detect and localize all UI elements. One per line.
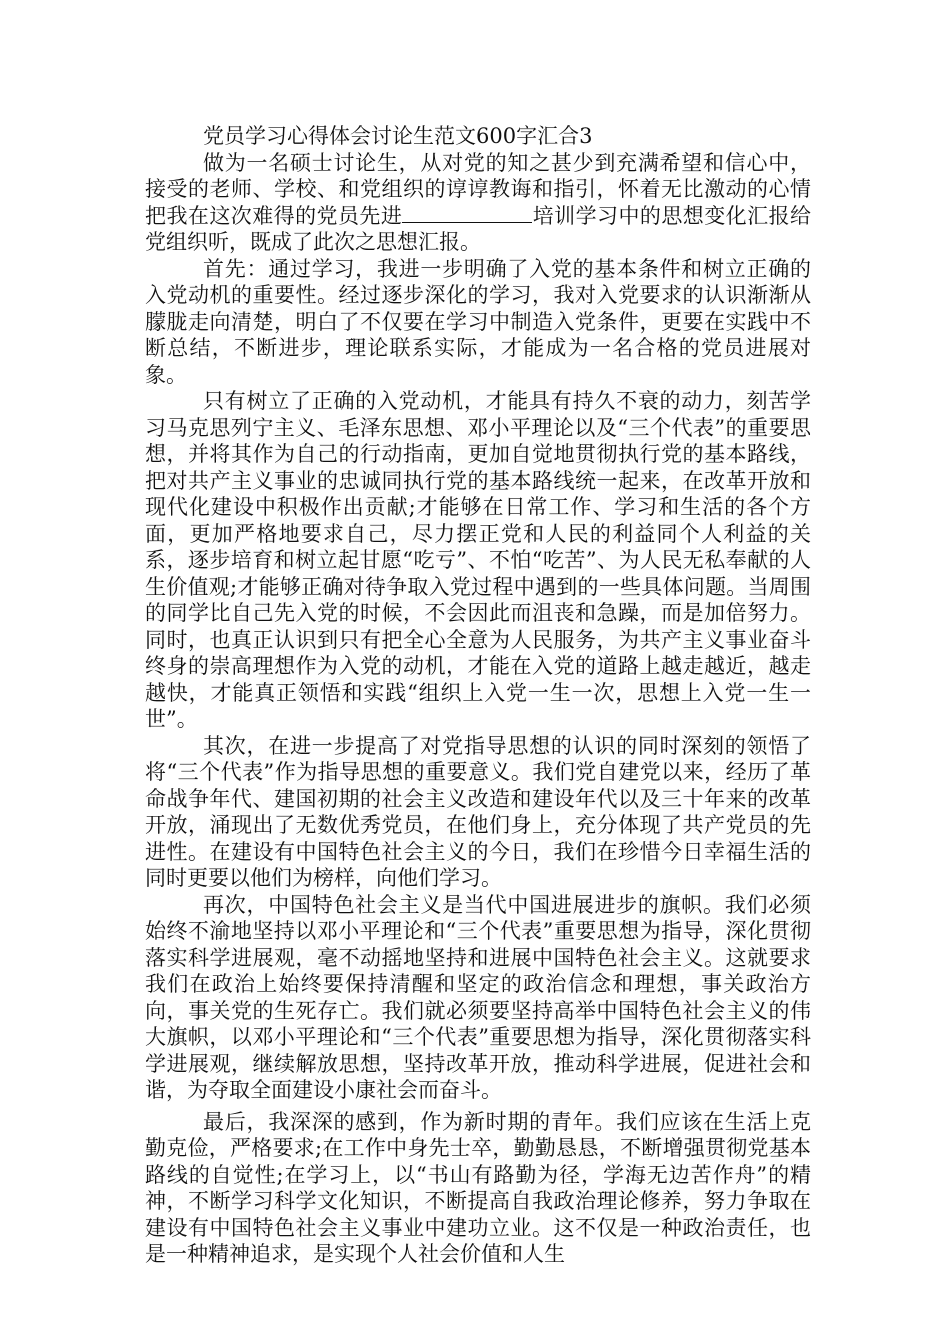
paragraph-first: 首先：通过学习，我进一步明确了入党的基本条件和树立正确的入党动机的重要性。经过逐步深化的学习，我对入党要求的认识渐渐从朦胧走向清楚，明白了不仅要在学习中制造入党条件，更要在实践中不断总结，不断进步，理论联系实际，才能成为一名合格的党员进展对象。	[145, 256, 811, 387]
paragraph-intro-text-before: 做为一名硕士讨论生，从对党的知之甚少到充满希望和信心中，接受的老师、学校、和党组织的谆谆教诲和指引，怀着无比激动的心情把我在这次难得的党员先进	[145, 150, 811, 228]
paragraph-last: 最后，我深深的感到，作为新时期的青年。我们应该在生活上克勤克俭，严格要求;在工作中身先士卒，勤勤恳恳，不断增强贯彻党基本路线的自觉性;在学习上，以“书山有路勤为径，学海无边苦作舟”的精神，不断学习科学文化知识，不断提高自我政治理论修养，努力争取在建设有中国特色社会主义事业中建功立业。这不仅是一种政治责任，也是一种精神追求，是实现个人社会价值和人生	[145, 1109, 811, 1266]
document-body	[145, 123, 811, 1268]
paragraph-second: 其次，在进一步提高了对党指导思想的认识的同时深刻的领悟了将“三个代表”作为指导思想的重要意义。我们党自建党以来，经历了革命战争年代、建国初期的社会主义改造和建设年代以及三十年来的改革开放，涌现出了无数优秀党员，在他们身上，充分体现了共产党员的先进性。在建设有中国特色社会主义的今日，我们在珍惜今日幸福生活的同时更要以他们为榜样，向他们学习。	[145, 733, 811, 890]
paragraph-motivation: 只有树立了正确的入党动机，才能具有持久不衰的动力，刻苦学习马克思列宁主义、毛泽东思想、邓小平理论以及“三个代表”的重要思想，并将其作为自己的行动指南，更加自觉地贯彻执行党的基本路线，把对共产主义事业的忠诚同执行党的基本路线统一起来，在改革开放和现代化建设中积极作出贡献;才能够在日常工作、学习和生活的各个方面，更加严格地要求自己，尽力摆正党和人民的利益同个人利益的关系，逐步培育和树立起甘愿“吃亏”、不怕“吃苦”、为人民无私奉献的人生价值观;才能够正确对待争取入党过程中遇到的一些具体问题。当周围的同学比自己先入党的时候，不会因此而沮丧和急躁，而是加倍努力。同时，也真正认识到只有把全心全意为人民服务，为共产主义事业奋斗终身的崇高理想作为入党的动机，才能在入党的道路上越走越近，越走越快，才能真正领悟和实践“组织上入党一生一次，思想上入党一生一世”。	[145, 389, 811, 731]
paragraph-intro	[145, 150, 811, 256]
fill-in-blank	[402, 204, 532, 223]
paragraph-intro-text-after: 培训学习中的思想变化汇报给党组织听，既成了此次之思想汇报。	[145, 203, 812, 254]
document-title: 党员学习心得体会讨论生范文600字汇合3	[203, 124, 593, 148]
paragraph-third: 再次，中国特色社会主义是当代中国进展进步的旗帜。我们必须始终不渝地坚持以邓小平理论和“三个代表”重要思想为指导，深化贯彻落实科学进展观，毫不动摇地坚持和进展中国特色社会主义。这就要求我们在政治上始终要保持清醒和坚定的政治信念和理想，事关政治方向，事关党的生死存亡。我们就必须要坚持高举中国特色社会主义的伟大旗帜，以邓小平理论和“三个代表”重要思想为指导，深化贯彻落实科学进展观，继续解放思想，坚持改革开放，推动科学进展，促进社会和谐，为夺取全面建设小康社会而奋斗。	[145, 892, 811, 1102]
